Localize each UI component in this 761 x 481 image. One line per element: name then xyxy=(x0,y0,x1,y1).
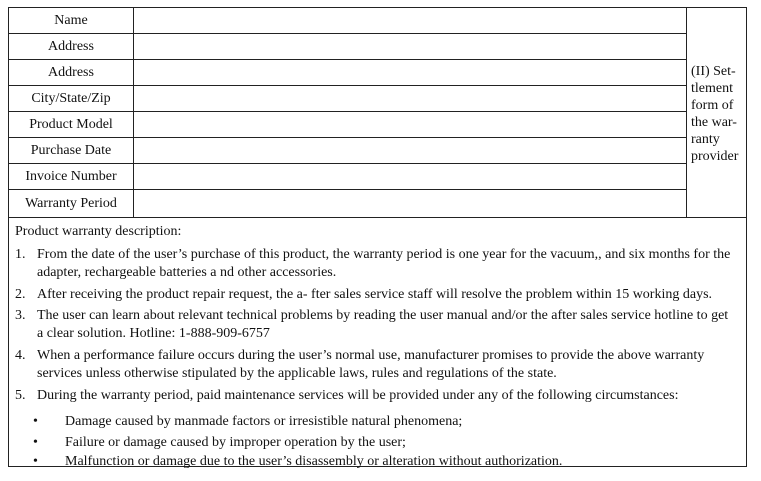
form-row-city-state-zip xyxy=(9,86,687,112)
item-number: 4. xyxy=(15,348,26,363)
item-number: 1. xyxy=(15,247,26,262)
bullet-dot: • xyxy=(33,454,38,469)
field-value-address-1[interactable] xyxy=(134,34,687,59)
field-value-name[interactable] xyxy=(134,8,687,33)
bullet-dot: • xyxy=(33,414,38,429)
field-value-address-2[interactable] xyxy=(134,60,687,85)
item-line: The user can learn about relevant technical problems by reading the user manual and/or the after sales service hotline to get xyxy=(37,308,729,323)
bullet-text: Failure or damage caused by improper operation by the user; xyxy=(65,435,406,450)
form-row-address-2 xyxy=(9,60,687,86)
description-title: Product warranty description: xyxy=(15,224,182,239)
field-label-city-state-zip: City/State/Zip xyxy=(9,86,134,111)
item-text xyxy=(37,246,740,282)
item-text xyxy=(37,286,740,304)
field-value-warranty-period[interactable] xyxy=(134,190,687,215)
field-label-address-2: Address xyxy=(9,60,134,85)
field-label-product-model: Product Model xyxy=(9,112,134,137)
form-row-purchase-date xyxy=(9,138,687,164)
side-line: provider xyxy=(691,149,739,164)
item-line: During the warranty period, paid maintenance services will be provided under any of the following circumstances: xyxy=(37,388,679,403)
settlement-form-label xyxy=(691,63,745,165)
field-value-city-state-zip[interactable] xyxy=(134,86,687,111)
item-line: When a performance failure occurs during the user’s normal use, manufacturer promises to provide the above warranty xyxy=(37,348,705,363)
bullet-text: Malfunction or damage due to the user’s disassembly or alteration without authorization. xyxy=(65,454,563,469)
field-label-purchase-date: Purchase Date xyxy=(9,138,134,163)
field-label-warranty-period: Warranty Period xyxy=(9,190,134,217)
section-divider xyxy=(9,217,746,218)
item-number: 2. xyxy=(15,287,26,302)
item-line: From the date of the user’s purchase of this product, the warranty period is one year for the vacuum,, and six months for the xyxy=(37,247,731,262)
form-row-address-1 xyxy=(9,34,687,60)
side-line: tlement xyxy=(691,81,733,96)
form-row-warranty-period xyxy=(9,190,687,217)
item-line: adapter, rechargeable batteries a nd other accessories. xyxy=(37,265,337,280)
bullet-dot: • xyxy=(33,435,38,450)
field-label-name: Name xyxy=(9,8,134,33)
form-fields xyxy=(9,8,687,218)
form-row-product-model xyxy=(9,112,687,138)
field-value-invoice-number[interactable] xyxy=(134,164,687,189)
side-line: form of xyxy=(691,98,734,113)
item-number: 3. xyxy=(15,308,26,323)
bullet-text: Damage caused by manmade factors or irresistible natural phenomena; xyxy=(65,414,463,429)
warranty-card xyxy=(8,7,747,467)
item-text xyxy=(37,347,740,383)
settlement-form-cell xyxy=(686,8,746,218)
side-line: the war- xyxy=(691,115,737,130)
form-row-invoice-number xyxy=(9,164,687,190)
item-text xyxy=(37,387,740,405)
item-number: 5. xyxy=(15,388,26,403)
field-value-purchase-date[interactable] xyxy=(134,138,687,163)
item-line: After receiving the product repair request, the a- fter sales service staff will resolve the problem within 15 working days. xyxy=(37,287,713,302)
field-value-product-model[interactable] xyxy=(134,112,687,137)
item-line: services unless otherwise stipulated by the applicable laws, rules and regulations of the state. xyxy=(37,366,557,381)
item-line: a clear solution. Hotline: 1-888-909-6757 xyxy=(37,326,270,341)
side-line: (II) Set- xyxy=(691,64,736,79)
item-text xyxy=(37,307,740,343)
side-line: ranty xyxy=(691,132,720,147)
form-row-name xyxy=(9,8,687,34)
field-label-invoice-number: Invoice Number xyxy=(9,164,134,189)
field-label-address-1: Address xyxy=(9,34,134,59)
warranty-form xyxy=(9,8,746,218)
